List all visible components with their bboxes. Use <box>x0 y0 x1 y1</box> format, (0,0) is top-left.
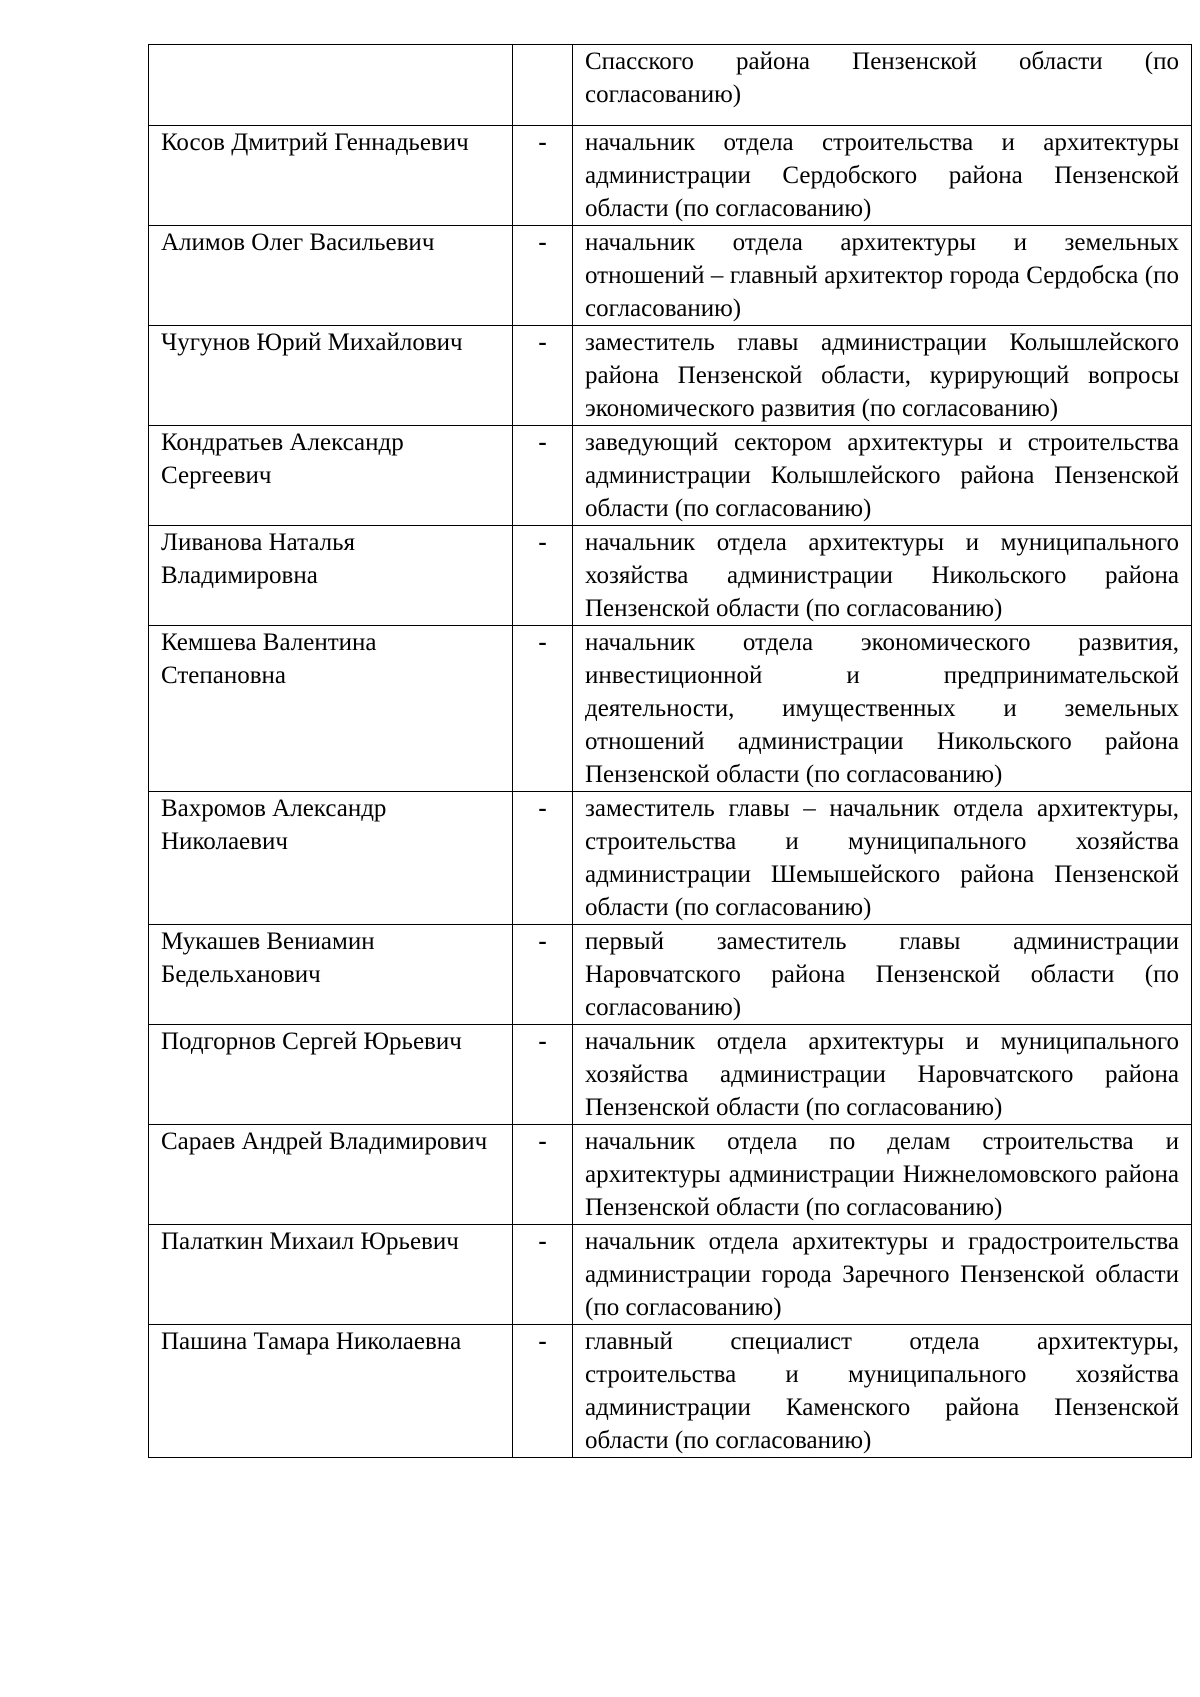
member-name: Алимов Олег Васильевич <box>149 226 513 326</box>
member-position: начальник отдела строительства и архитектуры администрации Сердобского района Пензенской области (по согласованию) <box>573 126 1192 226</box>
row-dash: - <box>513 925 573 1025</box>
table-row <box>149 1125 1192 1225</box>
table-row <box>149 226 1192 326</box>
member-name: Сараев Андрей Владимирович <box>149 1125 513 1225</box>
row-dash: - <box>513 1025 573 1125</box>
member-position: первый заместитель главы администрации Наровчатского района Пензенской области (по согласованию) <box>573 925 1192 1025</box>
table-row <box>149 792 1192 925</box>
member-name: Чугунов Юрий Михайлович <box>149 326 513 426</box>
row-dash: - <box>513 426 573 526</box>
table-row <box>149 925 1192 1025</box>
member-position: главный специалист отдела архитектуры, строительства и муниципального хозяйства администрации Каменского района Пензенской области (по согласованию) <box>573 1325 1192 1458</box>
member-position: начальник отдела экономического развития, инвестиционной и предпринимательской деятельности, имущественных и земельных отношений администрации Никольского района Пензенской области (по согласованию) <box>573 626 1192 792</box>
table-row <box>149 526 1192 626</box>
table-row <box>149 126 1192 226</box>
member-name: Вахромов Александр Николаевич <box>149 792 513 925</box>
members-table <box>148 44 1192 1458</box>
row-dash: - <box>513 226 573 326</box>
member-position: начальник отдела архитектуры и градостроительства администрации города Заречного Пензенской области (по согласованию) <box>573 1225 1192 1325</box>
table-row <box>149 426 1192 526</box>
row-dash: - <box>513 526 573 626</box>
row-dash: - <box>513 1125 573 1225</box>
row-dash: - <box>513 792 573 925</box>
table-row <box>149 45 1192 126</box>
member-position: заместитель главы администрации Колышлейского района Пензенской области, курирующий вопросы экономического развития (по согласованию) <box>573 326 1192 426</box>
table-row <box>149 626 1192 792</box>
member-position: начальник отдела архитектуры и муниципального хозяйства администрации Наровчатского района Пензенской области (по согласованию) <box>573 1025 1192 1125</box>
table-row <box>149 1025 1192 1125</box>
row-dash: - <box>513 1225 573 1325</box>
table-row <box>149 326 1192 426</box>
member-position: начальник отдела по делам строительства и архитектуры администрации Нижнеломовского района Пензенской области (по согласованию) <box>573 1125 1192 1225</box>
row-dash: - <box>513 626 573 792</box>
row-dash <box>513 45 573 126</box>
member-name: Кемшева Валентина Степановна <box>149 626 513 792</box>
member-position: начальник отдела архитектуры и муниципального хозяйства администрации Никольского района Пензенской области (по согласованию) <box>573 526 1192 626</box>
member-position: Спасского района Пензенской области (по согласованию) <box>573 45 1192 126</box>
member-name: Пашина Тамара Николаевна <box>149 1325 513 1458</box>
member-name: Ливанова Наталья Владимировна <box>149 526 513 626</box>
member-name <box>149 45 513 126</box>
member-position: заведующий сектором архитектуры и строительства администрации Колышлейского района Пензенской области (по согласованию) <box>573 426 1192 526</box>
member-name: Палаткин Михаил Юрьевич <box>149 1225 513 1325</box>
row-dash: - <box>513 1325 573 1458</box>
row-dash: - <box>513 126 573 226</box>
member-name: Косов Дмитрий Геннадьевич <box>149 126 513 226</box>
member-position: начальник отдела архитектуры и земельных отношений – главный архитектор города Сердобска (по согласованию) <box>573 226 1192 326</box>
row-dash: - <box>513 326 573 426</box>
table-row <box>149 1325 1192 1458</box>
member-name: Кондратьев Александр Сергеевич <box>149 426 513 526</box>
member-name: Подгорнов Сергей Юрьевич <box>149 1025 513 1125</box>
member-position: заместитель главы – начальник отдела архитектуры, строительства и муниципального хозяйства администрации Шемышейского района Пензенской области (по согласованию) <box>573 792 1192 925</box>
table-row <box>149 1225 1192 1325</box>
member-name: Мукашев Вениамин Бедельханович <box>149 925 513 1025</box>
